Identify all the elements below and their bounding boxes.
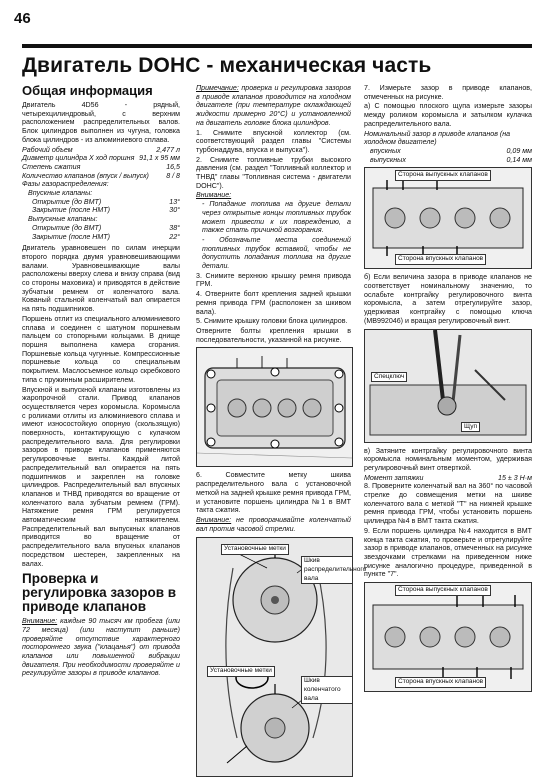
figure-label: Шкив коленчатого вала (301, 676, 353, 704)
step: б) Если величина зазора в приводе клапанов не соответствует номинальному значению, то ослабьте контргайку регулировочного винта коромысла, а затем отрегулируйте зазор, удерживая контргайку с помощью ключа (MB992046) и вращая регулировочный винт. (364, 273, 532, 325)
general-paragraph: Двигатель уравновешен по силам инерции второго порядка двумя уравновешивающими валами. Уравновешивающие валы расположены вверху слева и внизу справа (вид со стороны маховика) и приводятся в действие зубчатым ремнем от коленчатого вала. Кованый стальной коленчатый вал опирается на пять подшипников. (22, 244, 180, 314)
step6-note: Внимание: не проворачивайте коленчатый вал против часовой стрелки. (196, 515, 351, 533)
spec-row: Степень сжатия 16,5 (22, 162, 180, 171)
step: 8. Проверните коленчатый вал на 360° по часовой стрелке до совмещения метки на шкиве коленчатого вала с меткой "Т" на нижней крышке ремня привода ГРМ, чтобы установить поршень цилиндра №4 в ВМТ такта сжатия. (364, 482, 532, 526)
column-3 (364, 84, 532, 692)
step: 5. Снимите крышку головки блока цилиндров. (196, 317, 348, 326)
intake-title: Впускные клапаны: (28, 189, 93, 198)
column-2 (196, 84, 367, 777)
figure-label: Сторона впускных клапанов (395, 254, 486, 265)
spec-row: Диаметр цилиндра Х ход поршня 91,1 x 95 мм (22, 154, 180, 163)
remark: Примечание: проверка и регулировка зазоров в приводе клапанов проводится на холодном двигателе (при температуре охлаждающей жидкости примерно 20°С) и установленной на двигатель головке блока цилиндров. (196, 84, 351, 127)
step: 1. Снимите впускной коллектор (см. соответствующий раздел главы "Системы турбонаддува, впуска и выпуска"). (196, 128, 351, 154)
step: 4. Отверните болт крепления задней крышки ремня привода ГРМ (расположен за шкивом вала). (196, 290, 351, 316)
spec-row: Закрытие (после НМТ) 22° (32, 232, 180, 241)
adjust-figure (364, 329, 532, 443)
step: а) С помощью плоского щупа измерьте зазоры между роликом коромысла и затылком кулачка распределительного вала. (364, 102, 532, 128)
torque-row: Момент затяжки 15 ± 3 Н·м (364, 473, 532, 482)
step: в) Затяните контргайку регулировочного винта коромысла номинальным моментом, удерживая регулировочный винт отверткой. (364, 446, 532, 472)
nominal-title: Номинальный зазор в приводе клапанов (на холодном двигателе) (364, 129, 511, 147)
step: 6. Совместите метку шкива распределительного вала с установочной меткой на задней крышке ремня привода ГРМ, и установите поршень цилиндра №1 в ВМТ такта сжатия. (196, 471, 351, 515)
title-rule (22, 44, 532, 48)
cover-bolt-figure (196, 347, 353, 467)
figure-label: Шкив распределительного вала (301, 556, 353, 584)
figure-label: Сторона выпускных клапанов (395, 170, 491, 181)
cylinder-head-drawing (365, 168, 531, 268)
step: 3. Снимите верхнюю крышку ремня привода ГРМ. (196, 271, 351, 289)
phases-title: Фазы газораспределения: (22, 180, 109, 189)
check-note: Внимание: каждые 90 тысяч км пробега (или 72 месяца) (или наступит раньше) проверяйте отсутствие характерного постороннего звука ("клацанья") от привода клапанов или повышенной вибрации двигателя. При необходимости проверяйте и регулируйте зазоры в приводе клапанов. (22, 617, 180, 678)
spec-row: впускных 0,09 мм (370, 146, 532, 155)
timing-marks-figure (196, 537, 367, 777)
step: 2. Снимите топливные трубки высокого давления (см. раздел "Топливный коллектор и ТНВД" главы "Топливная система - двигатели DOHC"). (196, 155, 351, 190)
section-heading-check: Проверка и регулировка зазоров в приводе клапанов (22, 571, 177, 615)
general-paragraph: Впускной и выпускной клапаны изготовлены из жаропрочной стали. Привод клапанов осуществляется через коромысла. Коромысла с роликами отлиты из алюминиевого сплава и имеют износостойкую опорную (скользящую) поверхность, контактирующую с кулачком распределительного вала. Для регулировки зазоров в приводе клапанов применяются регулировочные винты. Каждый литой распределительный вал опирается на пять подшипников и закреплен на головке цилиндров. Распределительный вал впускных клапанов и ТНВД приводятся во вращение от коленчатого вала зубчатым ремнем (ГРМ). Натяжение ремня ГРМ регулируется автоматическим натяжителем. Распределительный вал выпускных клапанов приводится во вращение от распределительного вала впускных клапанов посредством шестерен, закрепленных на валах. (22, 385, 180, 568)
figure-label: Сторона выпускных клапанов (395, 585, 491, 596)
step: Отверните болты крепления крышки в последовательности, указанной на рисунке. (196, 326, 351, 344)
cylinder-head-drawing-2 (365, 583, 531, 691)
figure-label: Установочные метки (221, 544, 289, 555)
valve-layout-figure-2 (364, 582, 532, 692)
section-heading-general: Общая информация (22, 83, 153, 98)
step: 7. Измерьте зазор в приводе клапанов, отмеченных на рисунке. (364, 84, 532, 101)
figure-label: Сторона впускных клапанов (395, 677, 486, 688)
step: 9. Если поршень цилиндра №4 находится в ВМТ конца такта сжатия, то проверьте и отрегулируйте зазор в приводе клапанов, отмеченных на рисунке звездочками стрелками на приведенном ниже рисунке аналогично процедуре, приведенной в пункте "7". (364, 526, 532, 579)
page-title: Двигатель DOHC - механическая часть (22, 54, 432, 77)
page-number: 46 (14, 10, 31, 27)
valve-layout-figure (364, 167, 532, 269)
figure-label: Щуп (461, 422, 480, 433)
exhaust-title: Выпускные клапаны: (28, 215, 98, 224)
spec-row: выпускных 0,14 мм (370, 155, 532, 164)
figure-label: Спецключ (371, 372, 407, 383)
figure-label: Установочные метки (207, 666, 275, 677)
spec-row: Количество клапанов (впуск / выпуск) 8 / 8 (22, 171, 180, 180)
general-intro: Двигатель 4D56 - рядный, четырехцилиндровый, с верхним расположением распределительных валов. Блок цилиндров выполнен из чугуна, головка блока цилиндров - из алюминиевого сплава. (22, 101, 180, 144)
spec-row: Закрытие (после НМТ) 30° (32, 206, 180, 215)
warning-label: Внимание: (196, 191, 232, 200)
warning-item: - Попадание топлива на другие детали через открытые концы топливных трубок может привести к их повреждению, а также стать причиной возгорания. (202, 200, 351, 235)
spec-row: Открытие (до ВМТ) 38° (32, 223, 180, 232)
adjustment-drawing (365, 330, 531, 442)
spec-row: Открытие (до ВМТ) 13° (32, 197, 180, 206)
spec-row: Рабочий объем 2,477 л (22, 145, 180, 154)
column-1 (22, 84, 180, 679)
warning-item: - Обозначьте места соединений топливных трубок вставкой, чтобы не допустить попадания топлива на другие детали. (202, 235, 351, 271)
general-paragraph: Поршень отлит из специального алюминиевого сплава и соединен с шатуном поршневым пальцем со стопорными кольцами. В днище поршня выполнена камера сгорания. Поршневые кольца чугунные. Компрессионные поршневые кольца со специальным покрытием. Маслосъемное кольцо скребкового типа с пружинным расширителем. (22, 314, 180, 384)
cylinder-head-cover-drawing (197, 348, 352, 466)
